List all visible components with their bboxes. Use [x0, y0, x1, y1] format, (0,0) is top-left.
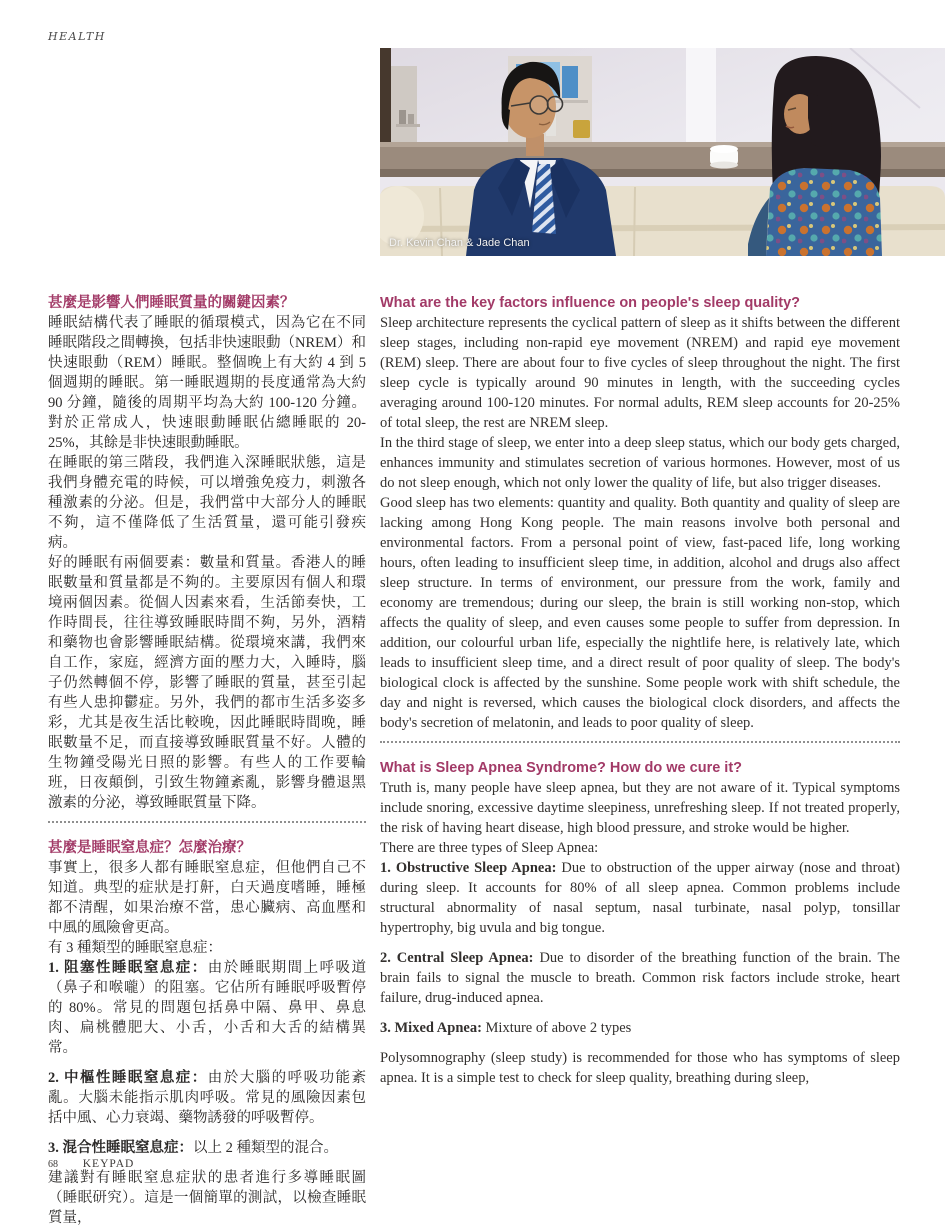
dotted-separator	[380, 741, 900, 743]
item-label: 3. Mixed Apnea:	[380, 1020, 482, 1036]
page-footer	[48, 1158, 134, 1170]
item-text: Mixture of above 2 types	[481, 1020, 632, 1036]
apnea-type-item	[380, 1018, 900, 1038]
section1-heading-zh: 甚麼是影響人們睡眠質量的關鍵因素？	[48, 295, 295, 311]
item-text: 由於大腦的呼吸功能紊亂。大腦未能指示肌肉呼吸。常見的風險因素包括中風、心力衰竭、藥物誘發的呼吸暫停。	[48, 1070, 367, 1126]
paragraph: Truth is, many people have sleep apnea, but they are not aware of it. Typical symptoms include snoring, excessive daytime sleepiness, unrefreshing sleep. If not treated properly, the risk of having heart disease, high blood pressure, and stroke would be higher.	[380, 780, 900, 836]
item-label: 1. 阻塞性睡眠窒息症：	[48, 960, 208, 976]
paragraph: Sleep architecture represents the cyclical pattern of sleep as it shifts between the different sleep stages, including non-rapid eye movement (NREM) and rapid eye movement (REM) sleep. There are about four to five cycles of sleep throughout the night. The first sleep cycle is typically around 90 minutes in length, with the succeeding cycles averaging around 100-120 minutes. For normal adults, REM sleep accounts for 20-25% of total sleep, the rest are NREM sleep.	[380, 315, 900, 431]
item-text: 以上 2 種類型的混合。	[193, 1140, 338, 1156]
chinese-column	[48, 293, 366, 1228]
apnea-type-item	[380, 948, 900, 1008]
paragraph: 在睡眠的第三階段，我們進入深睡眠狀態，這是我們身體充電的時候，可以增強免疫力，刺激各種激素的分泌。但是，我們當中大部分人的睡眠不夠，這不僅降低了生活質量，還可能引發疾病。	[48, 455, 366, 551]
apnea-type-item	[48, 1138, 366, 1158]
paragraph: In the third stage of sleep, we enter into a deep sleep status, which our body gets charged, enhances immunity and stimulates secretion of various hormones. However, most of us do not sleep enough, which not only lower the quality of life, but also trigger diseases.	[380, 435, 900, 491]
section-kicker: HEALTH	[48, 30, 106, 43]
paragraph: 好的睡眠有兩個要素：數量和質量。香港人的睡眠數量和質量都是不夠的。主要原因有個人和環境兩個因素。從個人因素來看，生活節奏快，工作時間長，往往導致睡眠時間不夠，另外，酒精和藥物也會影響睡眠結構。從環境來講，我們來自工作，家庭，經濟方面的壓力大，入睡時，腦子仍然轉個不停，影響了睡眠的質量，甚至引起有些人患抑鬱症。另外，我們的都市生活多姿多彩，尤其是夜生活比較晚，因此睡眠時間晚，睡眠數量不足，而直接導致睡眠質量不好。人體的生物鐘受陽光日照的影響。有些人的工作要輪班，日夜顛倒，引致生物鐘紊亂，影響身體退黑激素的分泌，導致睡眠質量下降。	[48, 555, 366, 811]
apnea-type-item	[380, 858, 900, 938]
page-number: 68	[48, 1159, 58, 1170]
paragraph: 有 3 種類型的睡眠窒息症：	[48, 940, 222, 956]
section1-heading-en: What are the key factors influence on people's sleep quality?	[380, 295, 801, 311]
paragraph: 睡眠結構代表了睡眠的循環模式，因為它在不同睡眠階段之間轉換，包括非快速眼動（NREM）和快速眼動（REM）睡眠。整個晚上有大約 4 到 5 個週期的睡眠。第一睡眠週期的長度通常為大約 90 分鐘，隨後的周期平均為大約 100-120 分鐘。對於正常成人，快速眼動睡眠佔總睡眠的 20-25%，其餘是非快速眼動睡眠。	[48, 315, 366, 451]
magazine-name: KEYPAD	[82, 1158, 135, 1170]
apnea-type-item	[48, 1068, 366, 1128]
item-label: 3. 混合性睡眠窒息症：	[48, 1140, 193, 1156]
paragraph: 事實上，很多人都有睡眠窒息症，但他們自己不知道。典型的症狀是打鼾，白天過度嗜睡，睡極都不清醒，如果治療不當，患心臟病、高血壓和中風的風險會更高。	[48, 860, 366, 936]
paragraph: Polysomnography (sleep study) is recommended for those who has symptoms of sleep apnea. It is a simple test to check for sleep quality, breathing during sleep,	[380, 1050, 900, 1086]
paragraph: Good sleep has two elements: quantity and quality. Both quantity and quality of sleep are lacking among Hong Kong people. The main reasons involve both personal and environmental factors. From a personal point of view, fast-paced life, long working hours, often leading to insufficient sleep time, in addition, alcohol and drugs also affect sleep structure. In terms of environment, our pressure from the work, family and economy are tremendous; during our sleep, the brain is still working non-stop, which affects the quality of sleep, and even causes some people to suffer from depression. In addition, our colourful urban life, especially the nightlife here, is relatively late, which leads to insufficient sleep time, and a direct result of poor quality of sleep. The body's biological clock is affected by the sunshine. Some people work with shift schedule, the day and night is reversed, which causes the biological clock disorders, and affects the body's secretion of melatonin, and leads to poor quality of sleep.	[380, 495, 900, 731]
item-text: Due to disorder of the breathing function of the brain. The brain fails to signal the muscle to breath. Common risk factors include stroke, heart failure, drug-induced apnea.	[380, 950, 900, 1006]
photo-caption: Dr. Kevin Chan & Jade Chan	[389, 237, 530, 249]
item-text: 由於睡眠期間上呼吸道（鼻子和喉嚨）的阻塞。它佔所有睡眠呼吸暫停的 80%。常見的問題包括鼻中隔、鼻甲、鼻息肉、扁桃體肥大、小舌，小舌和大舌的結構異常。	[48, 960, 367, 1056]
section2-heading-zh: 甚麼是睡眠窒息症？怎麼治療？	[48, 840, 251, 856]
paragraph: 建議對有睡眠窒息症狀的患者進行多導睡眠圖（睡眠研究）。這是一個簡單的測試，以檢查睡眠質量，	[48, 1170, 366, 1226]
english-column	[380, 293, 900, 1088]
item-label: 2. 中樞性睡眠窒息症：	[48, 1070, 208, 1086]
item-label: 1. Obstructive Sleep Apnea:	[380, 860, 557, 876]
interview-photo-art	[380, 48, 945, 256]
section2-heading-en: What is Sleep Apnea Syndrome? How do we cure it?	[380, 760, 743, 776]
item-text: Due to obstruction of the upper airway (nose and throat) during sleep. It accounts for 80% of all sleep apnea. Common problems include structural abnormality of nasal septum, nasal turbinate, nasal polyp, tonsillar hypertrophy, big uvula and big tongue.	[380, 860, 900, 936]
interview-photo	[380, 48, 945, 256]
item-label: 2. Central Sleep Apnea:	[380, 950, 534, 966]
apnea-type-item	[48, 958, 366, 1058]
paragraph: There are three types of Sleep Apnea:	[380, 840, 599, 856]
cup	[710, 145, 738, 169]
dotted-separator	[48, 821, 366, 823]
